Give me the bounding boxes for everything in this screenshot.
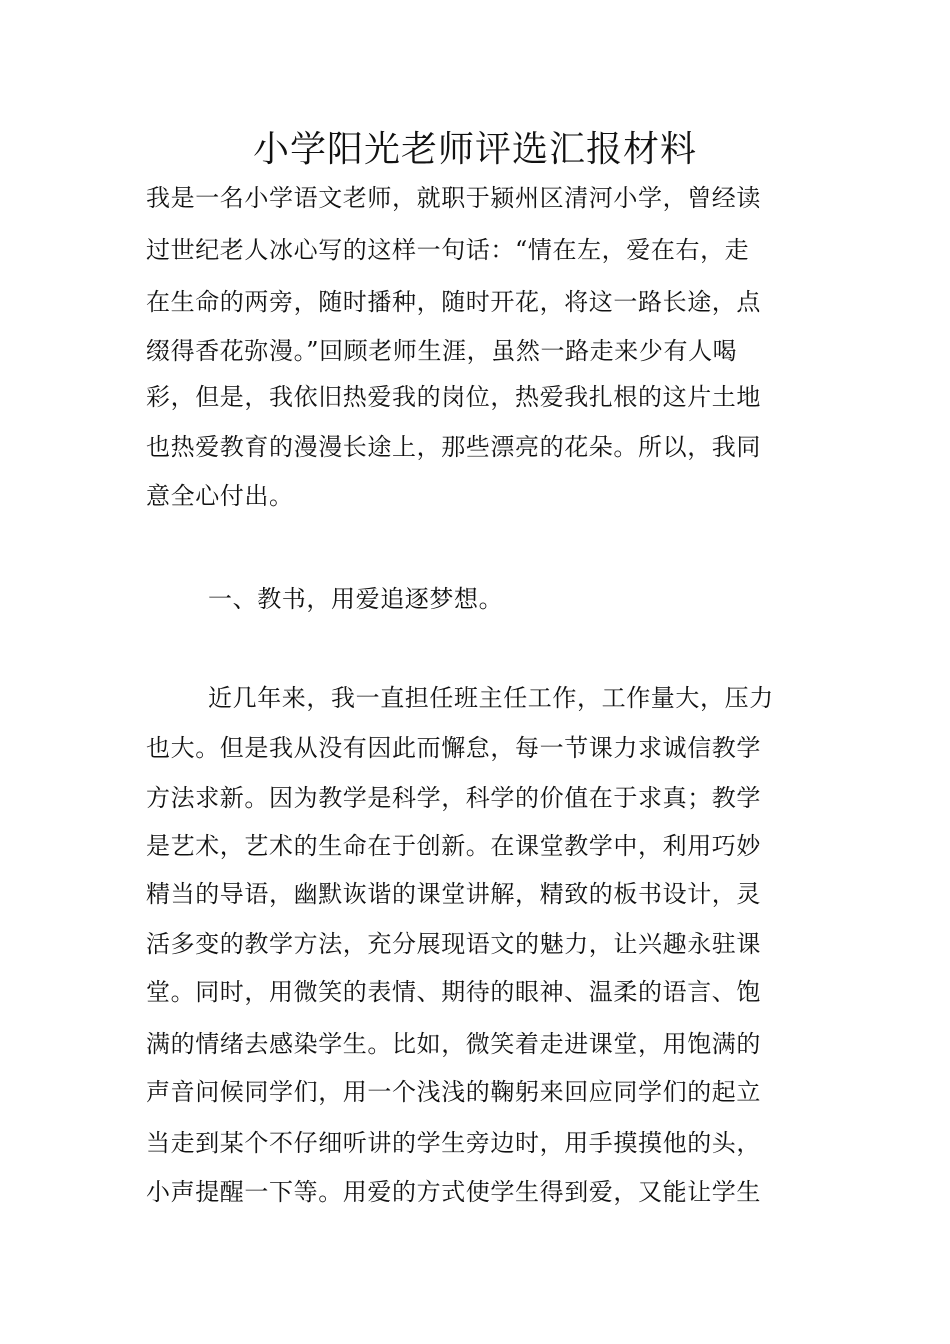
body-line: 是艺术，艺术的生命在于创新。在课堂教学中，利用巧妙 <box>146 832 761 860</box>
intro-line: 过世纪老人冰心写的这样一句话：“情在左，爱在右，走 <box>146 236 750 264</box>
intro-line: 缀得香花弥漫。”回顾老师生涯，虽然一路走来少有人喝 <box>146 337 738 365</box>
body-line: 精当的导语，幽默诙谐的课堂讲解，精致的板书设计，灵 <box>146 880 761 908</box>
body-line: 近几年来，我一直担任班主任工作，工作量大，压力 <box>208 684 774 712</box>
body-line: 堂。同时，用微笑的表情、期待的眼神、温柔的语言、饱 <box>146 978 761 1006</box>
body-line: 也大。但是我从没有因此而懈怠，每一节课力求诚信教学 <box>146 734 761 762</box>
body-line: 方法求新。因为教学是科学，科学的价值在于求真；教学 <box>146 784 761 812</box>
section-heading: 一、教书，用爱追逐梦想。 <box>208 585 504 613</box>
body-line: 声音问候同学们，用一个浅浅的鞠躬来回应同学们的起立 <box>146 1078 761 1106</box>
body-line: 活多变的教学方法，充分展现语文的魅力，让兴趣永驻课 <box>146 930 761 958</box>
intro-line: 意全心付出。 <box>146 482 294 510</box>
body-line: 小声提醒一下等。用爱的方式使学生得到爱，又能让学生 <box>146 1178 761 1206</box>
body-line: 满的情绪去感染学生。比如，微笑着走进课堂，用饱满的 <box>146 1030 761 1058</box>
intro-line: 我是一名小学语文老师，就职于颍州区清河小学，曾经读 <box>146 184 761 212</box>
intro-line: 在生命的两旁，随时播种，随时开花，将这一路长途，点 <box>146 288 761 316</box>
intro-line: 也热爱教育的漫漫长途上，那些漂亮的花朵。所以，我同 <box>146 433 761 461</box>
document-title: 小学阳光老师评选汇报材料 <box>252 129 697 170</box>
intro-line: 彩，但是，我依旧热爱我的岗位，热爱我扎根的这片土地 <box>146 383 761 411</box>
body-line: 当走到某个不仔细听讲的学生旁边时，用手摸摸他的头， <box>146 1129 761 1157</box>
